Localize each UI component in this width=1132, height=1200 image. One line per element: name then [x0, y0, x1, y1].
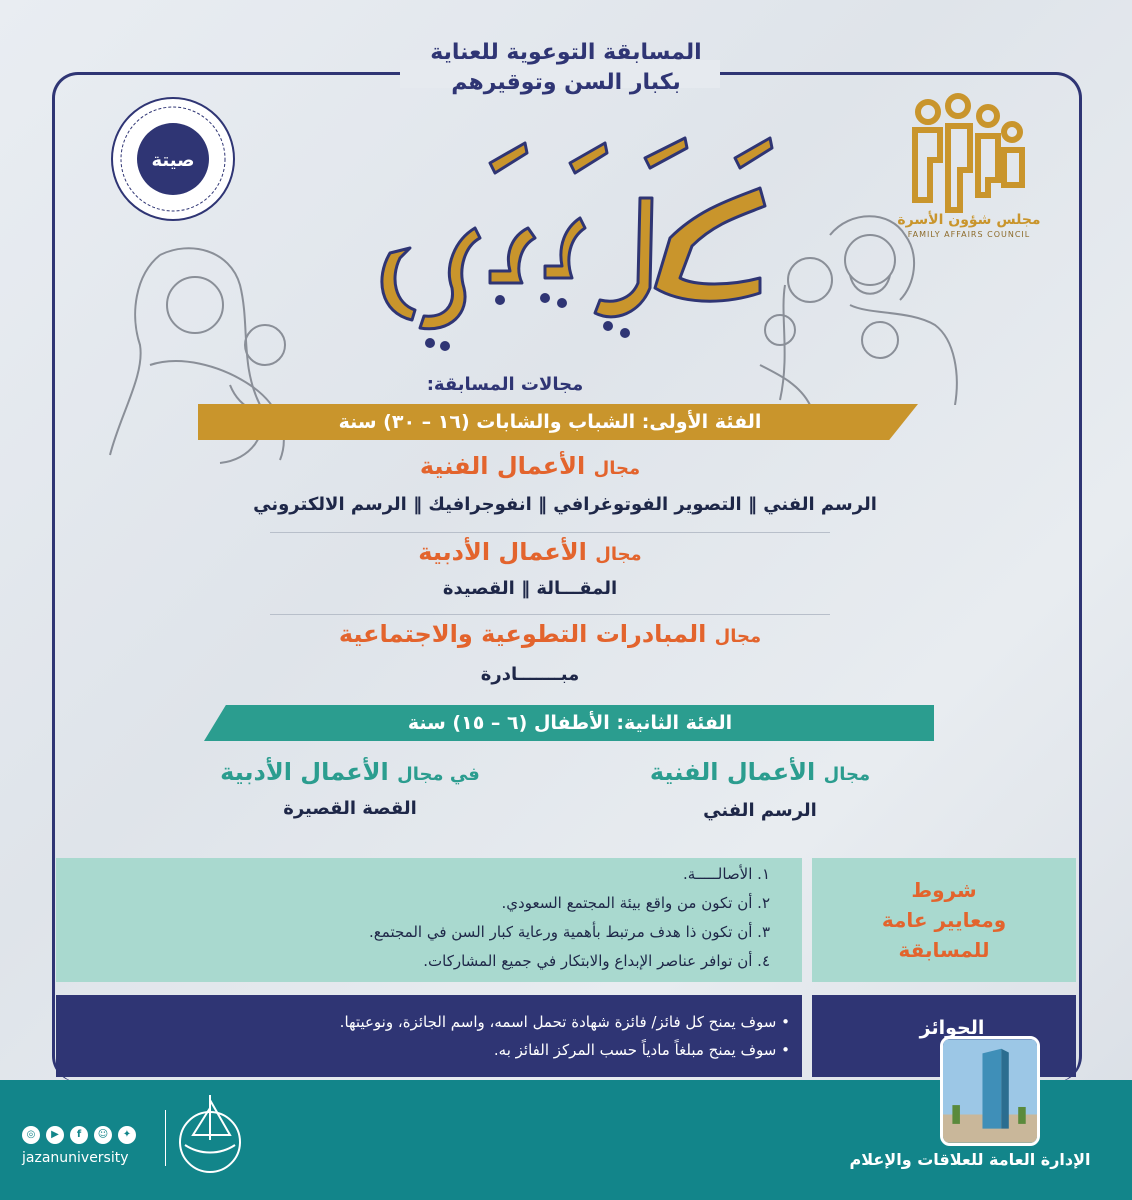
fields-label: مجالات المسابقة:: [426, 374, 584, 395]
divider: [270, 532, 830, 533]
conditions-list: [150, 860, 770, 976]
cat1-initiatives-field: [270, 620, 830, 648]
header-line-2: بكبار السن وتوقيرهم: [451, 70, 681, 95]
cat1-initiatives-items: مبـــــــادرة: [480, 664, 580, 685]
twitter-icon[interactable]: ✦: [118, 1126, 136, 1144]
svg-text:صيتة: صيتة: [151, 150, 195, 171]
fac-name-arabic: مجلس شؤون الأسرة: [897, 212, 1041, 228]
category-2-label: الفئة الثانية: الأطفال (٦ – ١٥) سنة: [407, 712, 733, 734]
category-1-label: الفئة الأولى: الشباب والشابات (١٦ – ٣٠) سنة: [338, 411, 762, 433]
social-links: [22, 1126, 136, 1144]
building-photo: [940, 1036, 1040, 1146]
cat1-literary-field: [330, 538, 730, 566]
cat2-art-prefix: مجال: [823, 764, 871, 785]
cat2-art-items: الرسم الفني: [703, 800, 817, 821]
cat1-literary-name: الأعمال الأدبية: [418, 538, 587, 566]
divider: [270, 614, 830, 615]
condition-item: ٤. أن توافر عناصر الإبداع والابتكار في جميع المشاركات.: [423, 952, 770, 970]
jazan-university-logo: [175, 1090, 245, 1180]
competition-header: [0, 38, 1132, 98]
youtube-icon[interactable]: ▶: [46, 1126, 64, 1144]
condition-item: ٢. أن تكون من واقع بيئة المجتمع السعودي.: [501, 894, 770, 912]
condition-item: ٣. أن تكون ذا هدف مرتبط بأهمية ورعاية كبار السن في المجتمع.: [369, 923, 770, 941]
department-name: الإدارة العامة للعلاقات والإعلام: [849, 1150, 1091, 1169]
facebook-icon[interactable]: f: [70, 1126, 88, 1144]
cat1-literary-items: المقـــالة ‖ القصيدة: [442, 578, 618, 599]
conditions-heading-line-3: للمسابقة: [898, 938, 990, 962]
cat1-art-prefix: مجال: [593, 458, 641, 479]
cat1-art-field: [330, 452, 730, 480]
prize-item: • سوف يمنح مبلغاً مادياً حسب المركز الفائز به.: [493, 1041, 790, 1059]
title-calligraphy: [340, 128, 790, 358]
prize-item: • سوف يمنح كل فائز/ فائزة شهادة تحمل اسمه، واسم الجائزة، ونوعيتها.: [339, 1013, 790, 1031]
prizes-heading: الجوائز: [919, 1017, 985, 1039]
fac-name-english: FAMILY AFFAIRS COUNCIL: [907, 230, 1031, 239]
cat1-literary-prefix: مجال: [595, 544, 642, 565]
cat2-literary-field: [170, 758, 530, 786]
cat1-initiatives-name: المبادرات التطوعية والاجتماعية: [338, 620, 707, 648]
cat1-initiatives-prefix: مجال: [714, 626, 762, 647]
snapchat-icon[interactable]: ☺: [94, 1126, 112, 1144]
conditions-heading-line-1: شروط: [911, 878, 977, 902]
condition-item: ١. الأصالـــــة.: [683, 865, 770, 883]
instagram-icon[interactable]: ◎: [22, 1126, 40, 1144]
cat1-art-name: الأعمال الفنية: [419, 452, 586, 480]
family-sketch: [740, 205, 980, 405]
header-line-1: المسابقة التوعوية للعناية: [430, 40, 702, 65]
cat2-art-name: الأعمال الفنية: [649, 758, 816, 786]
social-handle: jazanuniversity: [22, 1150, 129, 1166]
cat2-literary-items: القصة القصيرة: [283, 798, 417, 819]
cat1-art-items: الرسم الفني ‖ التصوير الفوتوغرافي ‖ انفوجرافيك ‖ الرسم الالكتروني: [253, 494, 877, 515]
cat2-literary-prefix: في مجال: [397, 764, 480, 785]
prizes-list: [100, 1008, 790, 1064]
cat2-art-field: [580, 758, 940, 786]
cat2-literary-name: الأعمال الأدبية: [220, 758, 389, 786]
conditions-heading: [812, 858, 1076, 982]
conditions-heading-line-2: ومعايير عامة: [881, 908, 1007, 932]
seal-logo: [110, 96, 236, 222]
